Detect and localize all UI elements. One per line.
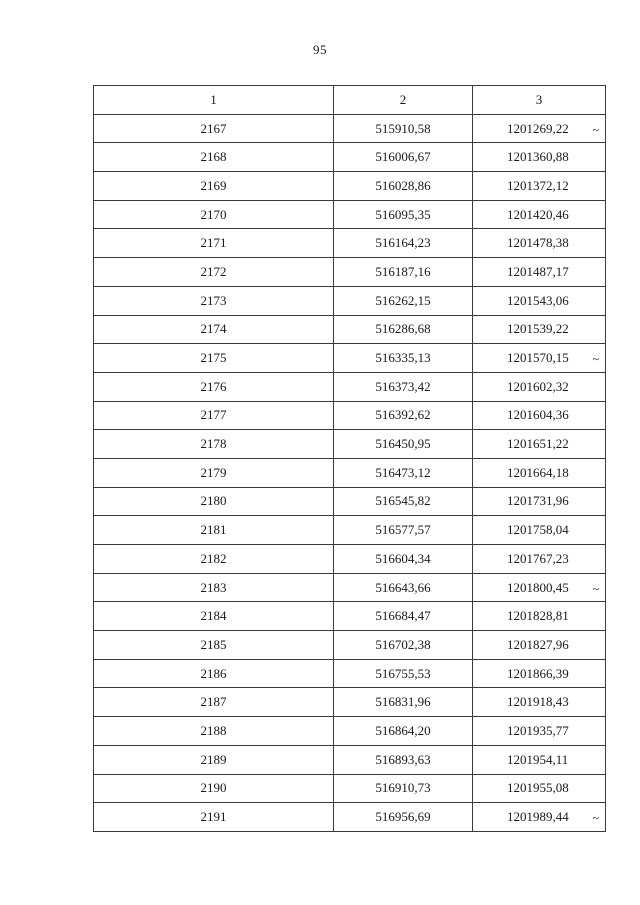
cell-coordinate-x: 516702,38 <box>334 631 473 660</box>
table-row <box>94 774 606 803</box>
cell-coordinate-x: 516335,13 <box>334 344 473 373</box>
cell-coordinate-x: 516006,67 <box>334 143 473 172</box>
cell-point-number: 2182 <box>94 545 334 574</box>
cell-coordinate-y <box>473 143 606 172</box>
cell-coordinate-y-value: 1201828,81 <box>507 608 569 624</box>
tilde-mark: ~ <box>592 811 599 826</box>
cell-point-number: 2181 <box>94 516 334 545</box>
page-number: 95 <box>313 42 327 57</box>
cell-coordinate-y <box>473 458 606 487</box>
cell-point-number: 2178 <box>94 430 334 459</box>
cell-point-number: 2190 <box>94 774 334 803</box>
table-row <box>94 372 606 401</box>
cell-point-number: 2175 <box>94 344 334 373</box>
table-row <box>94 458 606 487</box>
cell-coordinate-y <box>473 344 606 373</box>
cell-coordinate-y-value: 1201954,11 <box>507 751 569 767</box>
cell-coordinate-y-value: 1201360,88 <box>507 149 569 165</box>
cell-coordinate-x: 516028,86 <box>334 172 473 201</box>
cell-point-number: 2172 <box>94 258 334 287</box>
cell-coordinate-x: 516187,16 <box>334 258 473 287</box>
cell-coordinate-x: 516604,34 <box>334 545 473 574</box>
cell-coordinate-x: 516450,95 <box>334 430 473 459</box>
cell-coordinate-x: 516164,23 <box>334 229 473 258</box>
cell-coordinate-x: 516095,35 <box>334 200 473 229</box>
table-body <box>94 114 606 831</box>
cell-coordinate-y <box>473 516 606 545</box>
cell-coordinate-x: 516831,96 <box>334 688 473 717</box>
cell-coordinate-x: 516545,82 <box>334 487 473 516</box>
table-row <box>94 172 606 201</box>
cell-coordinate-y <box>473 172 606 201</box>
cell-point-number: 2185 <box>94 631 334 660</box>
table-row <box>94 229 606 258</box>
cell-coordinate-y-value: 1201478,38 <box>507 235 569 251</box>
table-row <box>94 143 606 172</box>
cell-point-number: 2170 <box>94 200 334 229</box>
table-header-row <box>94 86 606 115</box>
cell-coordinate-y <box>473 286 606 315</box>
table-row <box>94 200 606 229</box>
cell-coordinate-y-value: 1201955,08 <box>507 780 569 796</box>
coordinates-table <box>93 85 606 832</box>
cell-coordinate-y <box>473 745 606 774</box>
cell-coordinate-y-value: 1201935,77 <box>507 722 569 738</box>
cell-point-number: 2189 <box>94 745 334 774</box>
cell-coordinate-x: 516373,42 <box>334 372 473 401</box>
tilde-mark: ~ <box>592 352 599 367</box>
cell-coordinate-x: 516392,62 <box>334 401 473 430</box>
cell-coordinate-x: 516262,15 <box>334 286 473 315</box>
cell-coordinate-y-value: 1201767,23 <box>507 550 569 566</box>
cell-point-number: 2183 <box>94 573 334 602</box>
cell-coordinate-x: 516910,73 <box>334 774 473 803</box>
cell-point-number: 2173 <box>94 286 334 315</box>
cell-coordinate-y <box>473 229 606 258</box>
cell-coordinate-x: 516473,12 <box>334 458 473 487</box>
cell-coordinate-y-value: 1201731,96 <box>507 493 569 509</box>
cell-coordinate-x: 516755,53 <box>334 659 473 688</box>
cell-coordinate-y-value: 1201800,45 <box>507 579 569 595</box>
cell-coordinate-y <box>473 487 606 516</box>
table-row <box>94 315 606 344</box>
cell-point-number: 2177 <box>94 401 334 430</box>
cell-coordinate-y-value: 1201664,18 <box>507 464 569 480</box>
cell-coordinate-y-value: 1201827,96 <box>507 636 569 652</box>
column-header-1: 1 <box>94 86 334 115</box>
cell-coordinate-y-value: 1201269,22 <box>507 120 569 136</box>
cell-coordinate-x: 516684,47 <box>334 602 473 631</box>
cell-point-number: 2188 <box>94 717 334 746</box>
table-row <box>94 573 606 602</box>
cell-coordinate-x: 516864,20 <box>334 717 473 746</box>
cell-coordinate-y <box>473 717 606 746</box>
cell-coordinate-y-value: 1201372,12 <box>507 177 569 193</box>
cell-point-number: 2174 <box>94 315 334 344</box>
cell-point-number: 2186 <box>94 659 334 688</box>
table-row <box>94 659 606 688</box>
cell-coordinate-y-value: 1201758,04 <box>507 522 569 538</box>
column-header-2: 2 <box>334 86 473 115</box>
cell-coordinate-y <box>473 372 606 401</box>
cell-coordinate-x: 516643,66 <box>334 573 473 602</box>
cell-coordinate-y-value: 1201420,46 <box>507 206 569 222</box>
table-row <box>94 258 606 287</box>
cell-point-number: 2187 <box>94 688 334 717</box>
cell-coordinate-y-value: 1201570,15 <box>507 350 569 366</box>
cell-coordinate-y-value: 1201602,32 <box>507 378 569 394</box>
table-row <box>94 803 606 832</box>
cell-coordinate-y <box>473 114 606 143</box>
table-row <box>94 545 606 574</box>
cell-coordinate-y <box>473 545 606 574</box>
cell-coordinate-y-value: 1201539,22 <box>507 321 569 337</box>
table-row <box>94 114 606 143</box>
cell-point-number: 2169 <box>94 172 334 201</box>
table-row <box>94 745 606 774</box>
cell-coordinate-y <box>473 258 606 287</box>
cell-coordinate-y-value: 1201918,43 <box>507 694 569 710</box>
table-row <box>94 516 606 545</box>
cell-coordinate-x: 516577,57 <box>334 516 473 545</box>
cell-coordinate-y <box>473 573 606 602</box>
cell-coordinate-y <box>473 774 606 803</box>
table-row <box>94 631 606 660</box>
cell-point-number: 2167 <box>94 114 334 143</box>
cell-coordinate-y-value: 1201604,36 <box>507 407 569 423</box>
cell-coordinate-x: 516286,68 <box>334 315 473 344</box>
cell-coordinate-x: 516956,69 <box>334 803 473 832</box>
cell-coordinate-y <box>473 688 606 717</box>
cell-coordinate-y <box>473 200 606 229</box>
table-row <box>94 344 606 373</box>
cell-coordinate-y-value: 1201487,17 <box>507 263 569 279</box>
column-header-3: 3 <box>473 86 606 115</box>
tilde-mark: ~ <box>592 581 599 596</box>
cell-point-number: 2184 <box>94 602 334 631</box>
cell-coordinate-y <box>473 602 606 631</box>
cell-point-number: 2191 <box>94 803 334 832</box>
cell-coordinate-y <box>473 803 606 832</box>
cell-coordinate-y-value: 1201989,44 <box>507 809 569 825</box>
cell-coordinate-y <box>473 659 606 688</box>
cell-coordinate-y-value: 1201866,39 <box>507 665 569 681</box>
cell-point-number: 2171 <box>94 229 334 258</box>
tilde-mark: ~ <box>592 122 599 137</box>
cell-coordinate-y <box>473 631 606 660</box>
table-row <box>94 717 606 746</box>
cell-point-number: 2176 <box>94 372 334 401</box>
cell-point-number: 2179 <box>94 458 334 487</box>
table-row <box>94 401 606 430</box>
cell-coordinate-y <box>473 430 606 459</box>
cell-point-number: 2180 <box>94 487 334 516</box>
cell-coordinate-x: 515910,58 <box>334 114 473 143</box>
table-row <box>94 602 606 631</box>
table-row <box>94 688 606 717</box>
cell-coordinate-y <box>473 401 606 430</box>
cell-coordinate-x: 516893,63 <box>334 745 473 774</box>
table-row <box>94 487 606 516</box>
table-row <box>94 286 606 315</box>
table-row <box>94 430 606 459</box>
cell-coordinate-y-value: 1201651,22 <box>507 436 569 452</box>
cell-coordinate-y <box>473 315 606 344</box>
cell-coordinate-y-value: 1201543,06 <box>507 292 569 308</box>
cell-point-number: 2168 <box>94 143 334 172</box>
